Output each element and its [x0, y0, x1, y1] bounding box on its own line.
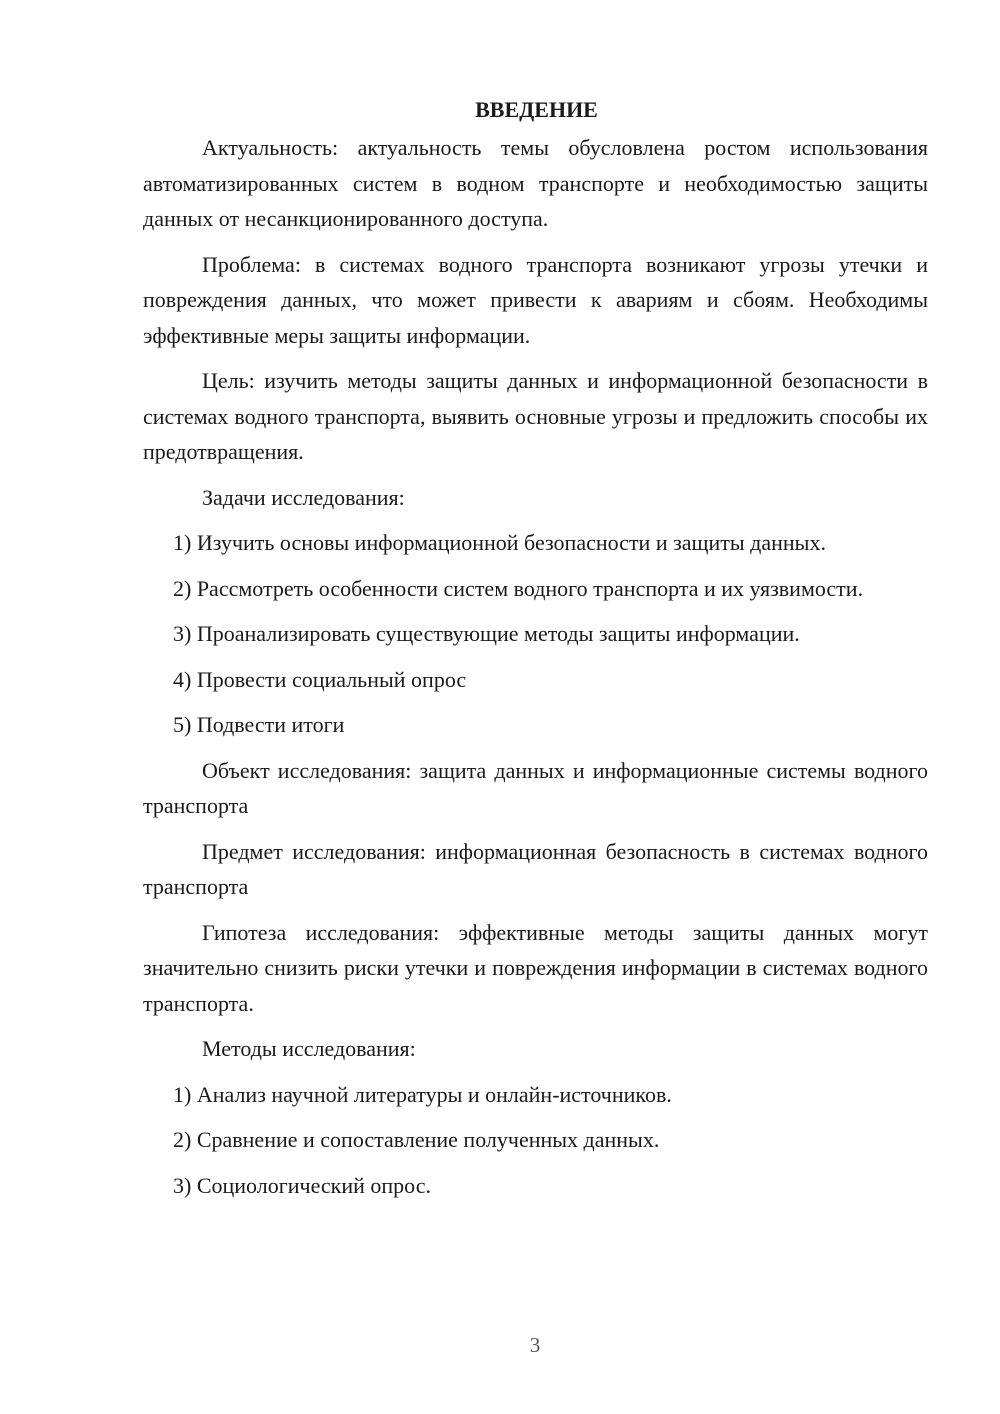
methods-heading: Методы исследования: — [202, 1036, 416, 1061]
task-item-5: 5) Подвести итоги — [173, 712, 345, 737]
method-item-1: 1) Анализ научной литературы и онлайн-источников. — [173, 1081, 672, 1107]
paragraph-subject: Предмет исследования: информационная безопасность в системах водного транспорта — [143, 838, 928, 899]
task-item-3: 3) Проанализировать существующие методы защиты информации. — [173, 621, 800, 646]
page-content — [143, 92, 928, 1213]
paragraph-goal: Цель: изучить методы защиты данных и информационной безопасности в системах водного транспорта, выявить основные угрозы и предложить способы их предотвращения. — [143, 368, 928, 464]
task-item-1: 1) Изучить основы информационной безопасности и защиты данных. — [173, 530, 826, 555]
method-item-2: 2) Сравнение и сопоставление полученных данных. — [173, 1127, 660, 1152]
page-number: 3 — [529, 1333, 541, 1357]
paragraph-hypothesis: Гипотеза исследования: эффективные методы защиты данных могут значительно снизить риски утечки и повреждения информации в системах водного транспорта. — [143, 919, 928, 1016]
method-item-3: 3) Социологический опрос. — [173, 1172, 431, 1198]
tasks-heading: Задачи исследования: — [202, 484, 405, 510]
task-item-4: 4) Провести социальный опрос — [173, 666, 467, 692]
paragraph-object: Объект исследования: защита данных и информационные системы водного транспорта — [143, 757, 928, 818]
paragraph-problem: Проблема: в системах водного транспорта возникают угрозы утечки и повреждения данных, что может привести к авариям и сбоям. Необходимы эффективные меры защиты информации. — [143, 251, 928, 348]
page-title: ВВЕДЕНИЕ — [475, 97, 598, 122]
paragraph-relevance: Актуальность: актуальность темы обусловлена ростом использования автоматизированных систем в водном транспорте и необходимостью защиты данных от несанкционированного доступа. — [143, 135, 928, 231]
task-item-2: 2) Рассмотреть особенности систем водного транспорта и их уязвимости. — [173, 575, 864, 601]
